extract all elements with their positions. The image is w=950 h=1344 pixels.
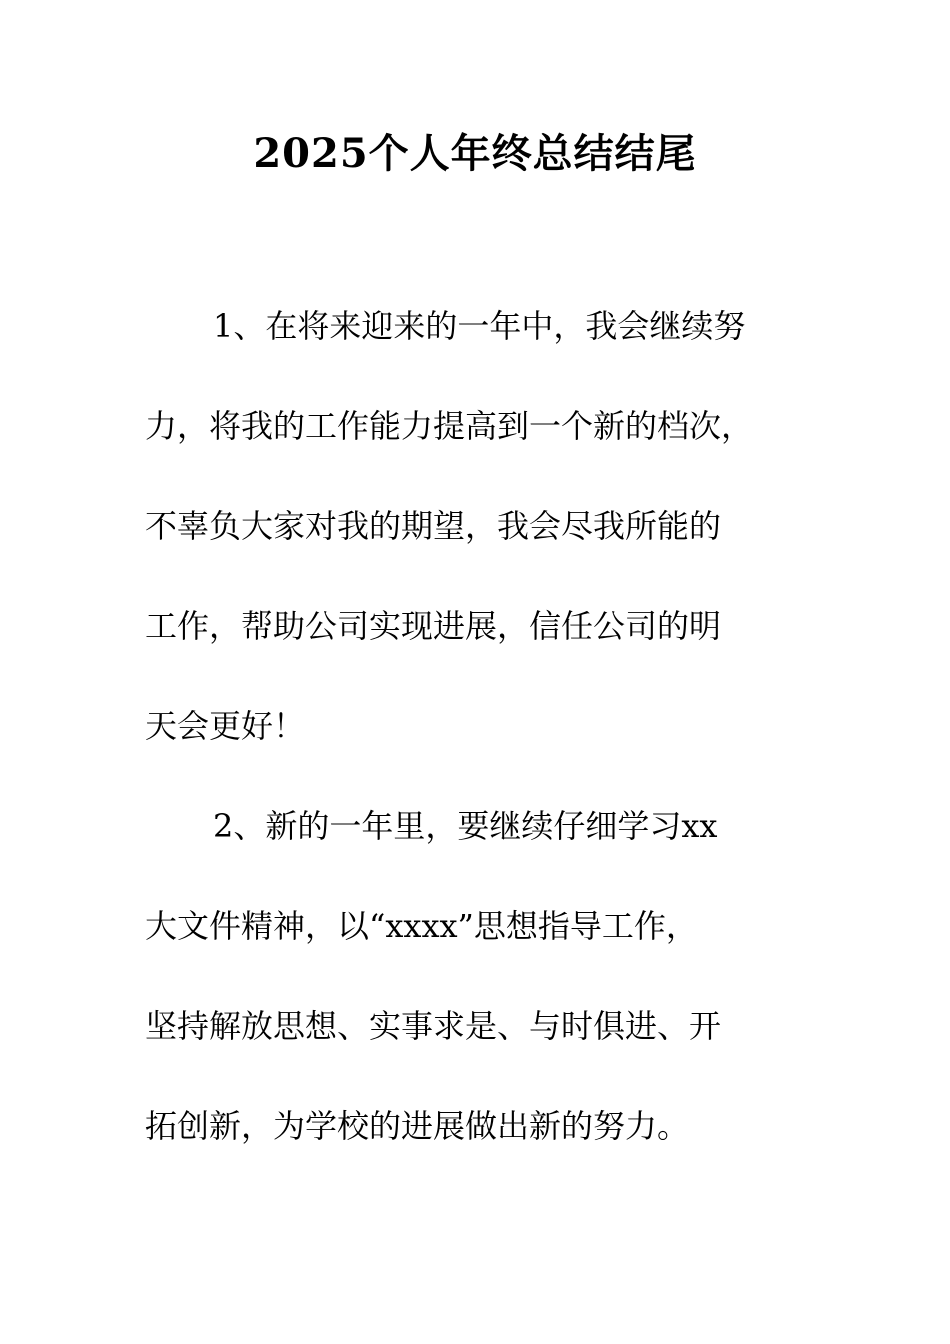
paragraph-1-line-3: 不辜负大家对我的期望，我会尽我所能的 <box>145 507 722 545</box>
document-title: 2025个人年终总结结尾 <box>253 130 697 177</box>
paragraph-2-line-4: 拓创新，为学校的进展做出新的努力。 <box>145 1107 690 1145</box>
paragraph-2-line-1: 2、新的一年里，要继续仔细学习xx <box>213 807 718 845</box>
paragraph-2-line-2: 大文件精神，以“xxxx”思想指导工作， <box>145 907 698 945</box>
paragraph-1-line-1: 1、在将来迎来的一年中，我会继续努 <box>213 307 746 345</box>
paragraph-1-line-5: 天会更好！ <box>145 707 306 745</box>
paragraph-1-line-4: 工作，帮助公司实现进展，信任公司的明 <box>145 607 722 645</box>
paragraph-1-line-2: 力，将我的工作能力提高到一个新的档次， <box>145 407 754 445</box>
paragraph-2-line-3: 坚持解放思想、实事求是、与时俱进、开 <box>145 1007 722 1045</box>
document-body <box>145 300 805 1200</box>
